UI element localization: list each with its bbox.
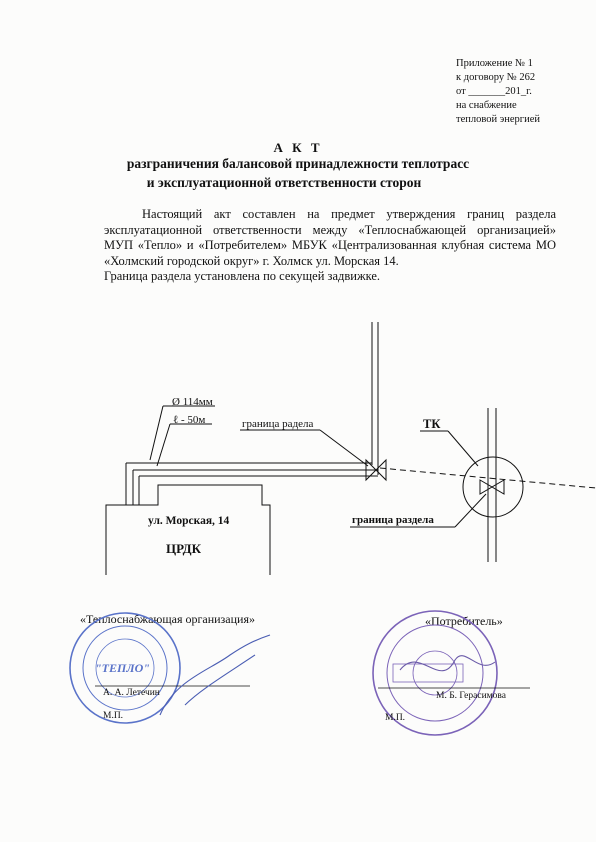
supplier-stamp-text: "ТЕПЛО": [95, 661, 150, 675]
length-label: ℓ - 50м: [173, 414, 206, 426]
building-outline: [106, 485, 270, 575]
boundary-label-2: граница раздела: [352, 514, 434, 526]
building-label: ЦРДК: [166, 541, 202, 556]
act-title: А К Т: [273, 140, 323, 155]
pipeline-diagram: [0, 300, 596, 580]
appendix-line-5: тепловой энергией: [456, 114, 540, 125]
boundary2-leader: [455, 494, 486, 527]
supplier-mp: М.П.: [103, 711, 124, 721]
diameter-label: Ø 114мм: [172, 396, 213, 408]
consumer-mp: М.П.: [385, 713, 406, 723]
appendix-line-4: на снабжение: [456, 100, 517, 111]
consumer-name: М. Б. Герасимова: [436, 691, 506, 701]
tk-valve-symbol: [480, 480, 504, 494]
consumer-title: «Потребитель»: [425, 614, 503, 628]
supplier-name: А. А. Летечин: [103, 688, 160, 698]
address-label: ул. Морская, 14: [148, 515, 230, 527]
appendix-header: [456, 57, 586, 127]
tk-chamber-circle: [463, 457, 523, 517]
act-subtitle-line-2: и эксплуатационной ответственности сторон: [146, 175, 422, 190]
appendix-line-3: от _______201_г.: [456, 86, 532, 97]
stamps-and-signatures: [0, 600, 596, 750]
length-leader: [157, 424, 170, 466]
act-body: [104, 207, 556, 285]
boundary-leader: [320, 430, 368, 466]
body-paragraph-2: Граница раздела установлена по секущей задвижке.: [104, 269, 381, 283]
appendix-line-2: к договору № 262: [456, 72, 536, 83]
act-subtitle-line-1: разграничения балансовой принадлежности теплотрасс: [126, 156, 470, 171]
tk-label: ТК: [423, 417, 441, 431]
boundary-label: граница радела: [242, 418, 314, 430]
body-paragraph-1: Настоящий акт составлен на предмет утверждения границ раздела эксплуатационной ответственности между «Теплоснабжающей организацией» МУП «Тепло» и «Потребителем» МБУК «Централизованная клубная система МО «Холмский городской округ» г. Холмск ул. Морская 14.: [104, 207, 556, 268]
tk-leader: [448, 431, 478, 466]
appendix-line-1: Приложение № 1: [456, 58, 533, 69]
supplier-title: «Теплоснабжающая организация»: [80, 612, 255, 626]
